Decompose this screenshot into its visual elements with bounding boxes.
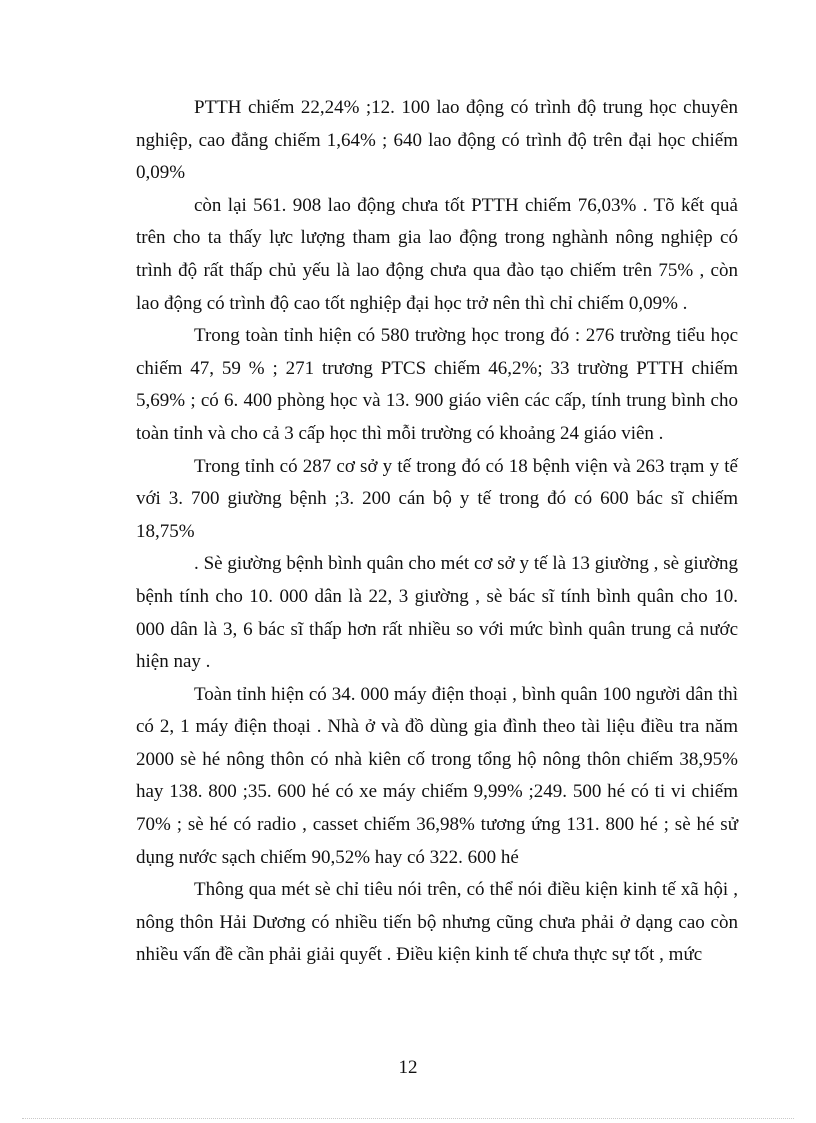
- paragraph-7: Thông qua mét sè chỉ tiêu nói trên, có thể nói điều kiện kinh tế xã hội , nông thôn Hải Dương có nhiều tiến bộ nhưng cũng chưa phải ở dạng cao còn nhiều vấn đề cần phải giải quyết . Điều kiện kinh tế chưa thực sự tốt , mức: [136, 879, 738, 966]
- page-number: 12: [398, 1057, 418, 1078]
- paragraph-3: Trong toàn tỉnh hiện có 580 trường học trong đó : 276 trường tiểu học chiếm 47, 59 % ; 271 trương PTCS chiếm 46,2%; 33 trường PTTH chiếm 5,69% ; có 6. 400 phòng học và 13. 900 giáo viên các cấp, tính trung bình cho toàn tỉnh và cho cả 3 cấp học thì mỗi trường có khoảng 24 giáo viên .: [136, 325, 738, 444]
- paragraph-2: còn lại 561. 908 lao động chưa tốt PTTH chiếm 76,03% . Tõ kết quả trên cho ta thấy lực lượng tham gia lao động trong nghành nông nghiệp có trình độ rất thấp chủ yếu là lao động chưa qua đào tạo chiếm trên 75% , còn lao động có trình độ cao tốt nghiệp đại học trở nên thì chỉ chiếm 0,09% .: [136, 194, 738, 314]
- paragraph-1: PTTH chiếm 22,24% ;12. 100 lao động có trình độ trung học chuyên nghiệp, cao đẳng chiếm 1,64% ; 640 lao động có trình độ trên đại học chiếm 0,09%: [136, 97, 738, 184]
- paragraph-6: Toàn tỉnh hiện có 34. 000 máy điện thoại , bình quân 100 người dân thì có 2, 1 máy điện thoại . Nhà ở và đồ dùng gia đình theo tài liệu điều tra năm 2000 sè hé nông thôn có nhà kiên cố trong tổng hộ nông thôn chiếm 38,95% hay 138. 800 ;35. 600 hé có xe máy chiếm 9,99% ;249. 500 hé có ti vi chiếm 70% ; sè hé có radio , casset chiếm 36,98% tương ứng 131. 800 hé ; sè hé sử dụng nước sạch chiếm 90,52% hay có 322. 600 hé: [136, 683, 738, 868]
- paragraph-5: . Sè giường bệnh bình quân cho mét cơ sở y tế là 13 giường , sè giường bệnh tính cho 10. 000 dân là 22, 3 giường , sè bác sĩ tính bình quân cho 10. 000 dân là 3, 6 bác sĩ thấp hơn rất nhiều so với mức bình quân trung cả nước hiện nay .: [136, 553, 738, 673]
- paragraph-4: Trong tỉnh có 287 cơ sở y tế trong đó có 18 bệnh viện và 263 trạm y tế với 3. 700 giường bệnh ;3. 200 cán bộ y tế trong đó có 600 bác sĩ chiếm 18,75%: [136, 455, 738, 542]
- page-bottom-divider: [22, 1118, 794, 1119]
- body-text: [136, 92, 738, 972]
